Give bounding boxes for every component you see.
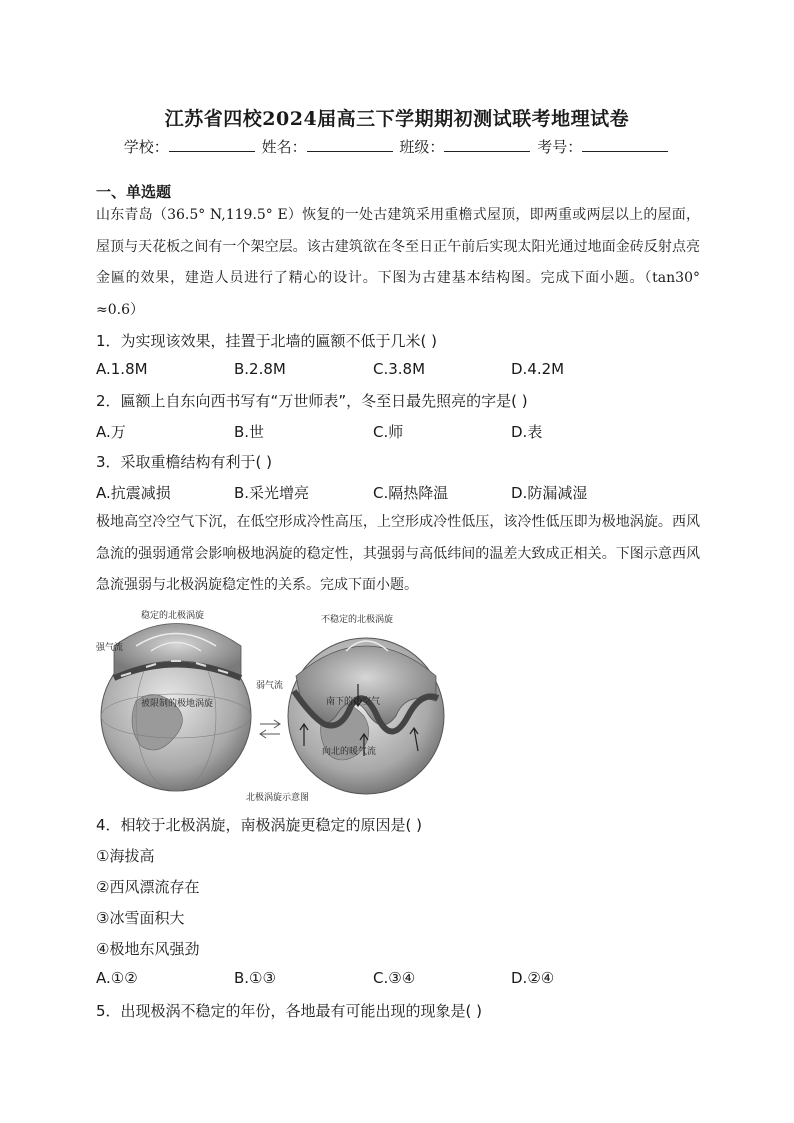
passage-1: 山东青岛（36.5° N,119.5° E）恢复的一处古建筑采用重檐式屋顶，即两重或两层以上的屋面，屋顶与天花板之间有一个架空层。该古建筑欲在冬至日正午前后实现太阳光通过地面金砖反射点亮金匾的效果，建造人员进行了精心的设计。下图为古建基本结构图。完成下面小题。（tan30° ≈0.6） [96,207,700,318]
warm-north-label: 向北的暖气流 [322,747,377,757]
exchange-arrows [260,720,280,738]
unstable-globe [288,638,444,794]
cold-south-label: 南下的冷空气 [326,697,381,707]
figure-caption: 北极涡旋示意图 [246,793,310,803]
class-label: 班级： [399,138,445,156]
q1-option-b[interactable]: B.2.8M [234,360,286,378]
q2-option-c[interactable]: C.师 [373,423,404,441]
name-blank[interactable] [307,137,393,152]
stable-title: 稳定的北极涡旋 [141,611,205,621]
question-3: 3．采取重檐结构有利于( ) [96,453,273,471]
name-label: 姓名： [261,138,307,156]
q4-item-1: ①海拔高 [96,847,155,865]
number-label: 考号： [537,138,583,156]
q2-option-a[interactable]: A.万 [96,423,126,441]
school-label: 学校： [123,138,169,156]
q4-option-c[interactable]: C.③④ [373,969,416,987]
school-blank[interactable] [169,137,255,152]
question-4: 4．相较于北极涡旋，南极涡旋更稳定的原因是( ) [96,816,423,834]
q4-option-d[interactable]: D.②④ [511,969,555,987]
strong-flow-label: 强气流 [96,643,124,653]
polar-vortex-figure [96,606,456,804]
q3-option-d[interactable]: D.防漏减湿 [511,484,588,502]
q3-option-a[interactable]: A.抗震减损 [96,484,171,502]
class-blank[interactable] [444,137,530,152]
question-2: 2．匾额上自东向西书写有“万世师表”，冬至日最先照亮的字是( ) [96,392,528,410]
q3-option-b[interactable]: B.采光增亮 [234,484,310,502]
q4-option-b[interactable]: B.①③ [234,969,276,987]
q2-option-d[interactable]: D.表 [511,423,543,441]
q4-item-2: ②西风漂流存在 [96,878,200,896]
q2-option-b[interactable]: B.世 [234,423,265,441]
student-info-line [0,136,794,157]
question-1: 1．为实现该效果，挂置于北墙的匾额不低于几米( ) [96,332,438,350]
unstable-title: 不稳定的北极涡旋 [321,615,394,625]
weak-flow-label: 弱气流 [256,681,284,691]
limited-vortex-label: 被限制的极地涡旋 [141,699,214,709]
q1-option-a[interactable]: A.1.8M [96,360,148,378]
section-heading: 一、单选题 [96,183,172,201]
exam-title: 江苏省四校2024届高三下学期期初测试联考地理试卷 [164,108,630,130]
q1-option-d[interactable]: D.4.2M [511,360,565,378]
q3-option-c[interactable]: C.隔热降温 [373,484,449,502]
q4-item-3: ③冰雪面积大 [96,909,185,927]
question-5: 5．出现极涡不稳定的年份，各地最有可能出现的现象是( ) [96,1002,483,1020]
q1-option-c[interactable]: C.3.8M [373,360,426,378]
passage-2: 极地高空冷空气下沉，在低空形成冷性高压，上空形成冷性低压，该冷性低压即为极地涡旋。西风急流的强弱通常会影响极地涡旋的稳定性，其强弱与高低纬间的温差大致成正相关。下图示意西风急流强弱与北极涡旋稳定性的关系。完成下面小题。 [96,514,700,593]
q4-item-4: ④极地东风强劲 [96,940,200,958]
number-blank[interactable] [582,137,668,152]
q4-option-a[interactable]: A.①② [96,969,138,987]
